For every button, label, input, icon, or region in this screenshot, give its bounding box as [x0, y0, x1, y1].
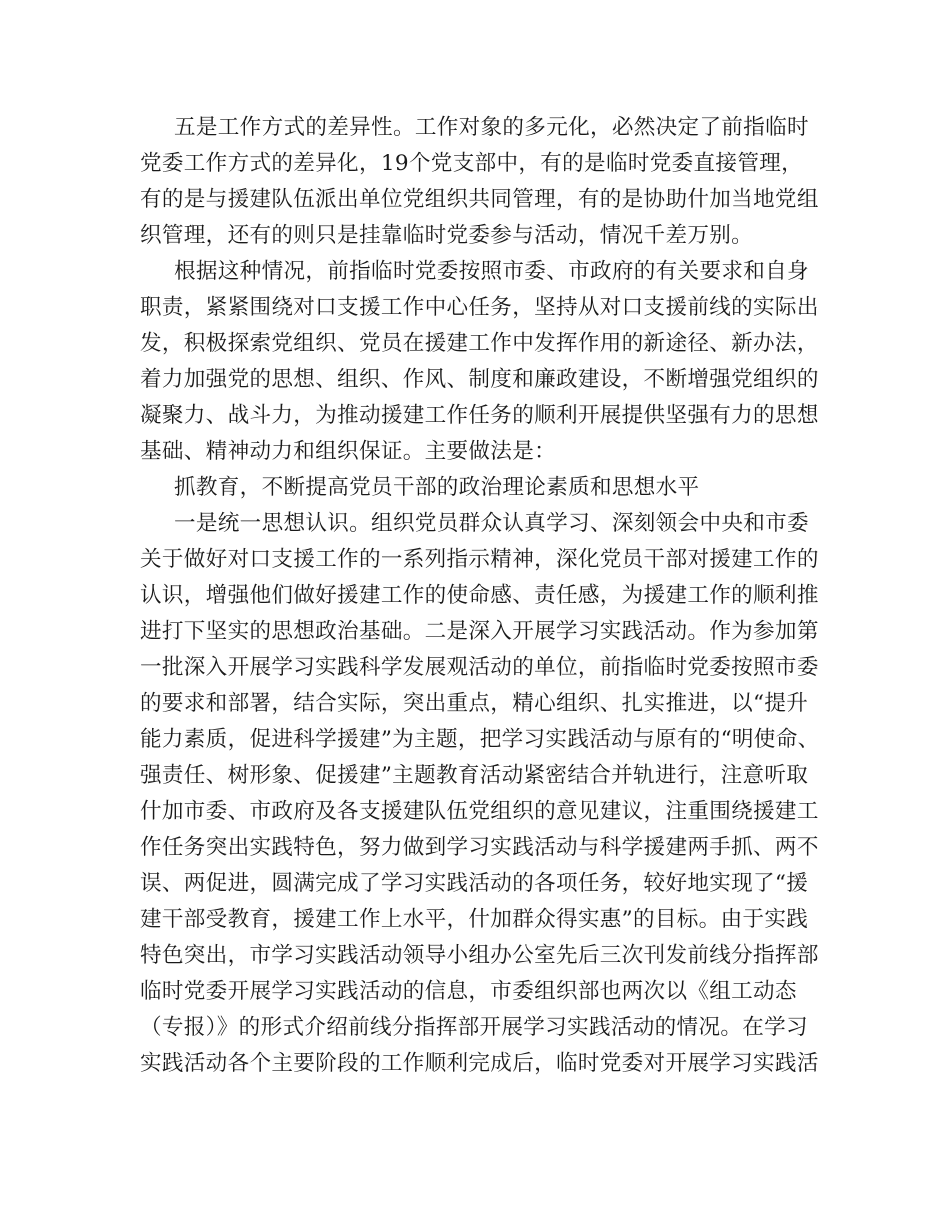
paragraph-line: 发，积极探索党组织、党员在援建工作中发挥作用的新途径、新办法， — [140, 331, 819, 356]
paragraph-line: 认识，增强他们做好援建工作的使命感、责任感，为援建工作的顺利推 — [140, 583, 819, 608]
paragraph-line: 基础、精神动力和组织保证。主要做法是： — [140, 439, 556, 464]
paragraph-line: 误、两促进，圆满完成了学习实践活动的各项任务，较好地实现了“援 — [140, 871, 809, 896]
paragraph-line: 着力加强党的思想、组织、作风、制度和廉政建设，不断增强党组织的 — [140, 367, 819, 392]
paragraph-line: 五是工作方式的差异性。工作对象的多元化，必然决定了前指临时 — [174, 115, 809, 140]
paragraph-line: 什加市委、市政府及各支援建队伍党组织的意见建议，注重围绕援建工 — [140, 799, 819, 824]
paragraph-line: 能力素质，促进科学援建”为主题，把学习实践活动与原有的“明使命、 — [140, 727, 820, 752]
paragraph-line: 织管理，还有的则只是挂靠临时党委参与活动，情况千差万别。 — [140, 223, 754, 248]
paragraph-line: 党委工作方式的差异化，19个党支部中，有的是临时党委直接管理， — [140, 151, 803, 176]
paragraph-line: （专报）》的形式介绍前线分指挥部开展学习实践活动的情况。在学习 — [140, 1015, 808, 1040]
section-heading: 抓教育，不断提高党员干部的政治理论素质和思想水平 — [174, 475, 700, 500]
paragraph-line: 强责任、树形象、促援建”主题教育活动紧密结合并轨进行，注意听取 — [140, 763, 809, 788]
paragraph-line: 作任务突出实践特色，努力做到学习实践活动与科学援建两手抓、两不 — [140, 835, 819, 860]
paragraph-line: 建干部受教育，援建工作上水平，什加群众得实惠”的目标。由于实践 — [140, 907, 809, 932]
paragraph-line: 进打下坚实的思想政治基础。二是深入开展学习实践活动。作为参加第 — [140, 619, 819, 644]
paragraph-line: 有的是与援建队伍派出单位党组织共同管理，有的是协助什加当地党组 — [140, 187, 819, 212]
paragraph-line: 一批深入开展学习实践科学发展观活动的单位，前指临时党委按照市委 — [140, 655, 819, 680]
paragraph-line: 实践活动各个主要阶段的工作顺利完成后，临时党委对开展学习实践活 — [140, 1051, 819, 1076]
paragraph-line: 一是统一思想认识。组织党员群众认真学习、深刻领会中央和市委 — [174, 511, 809, 536]
paragraph-line: 临时党委开展学习实践活动的信息，市委组织部也两次以《组工动态 — [140, 979, 797, 1004]
body-text — [140, 110, 820, 1082]
paragraph-line: 特色突出，市学习实践活动领导小组办公室先后三次刊发前线分指挥部 — [140, 943, 819, 968]
paragraph-line: 的要求和部署，结合实际，突出重点，精心组织、扎实推进，以“提升 — [140, 691, 809, 716]
paragraph-line: 职责，紧紧围绕对口支援工作中心任务，坚持从对口支援前线的实际出 — [140, 295, 819, 320]
paragraph-line: 关于做好对口支援工作的一系列指示精神，深化党员干部对援建工作的 — [140, 547, 819, 572]
paragraph-line: 凝聚力、战斗力，为推动援建工作任务的顺利开展提供坚强有力的思想 — [140, 403, 819, 428]
paragraph-line: 根据这种情况，前指临时党委按照市委、市政府的有关要求和自身 — [174, 259, 809, 284]
